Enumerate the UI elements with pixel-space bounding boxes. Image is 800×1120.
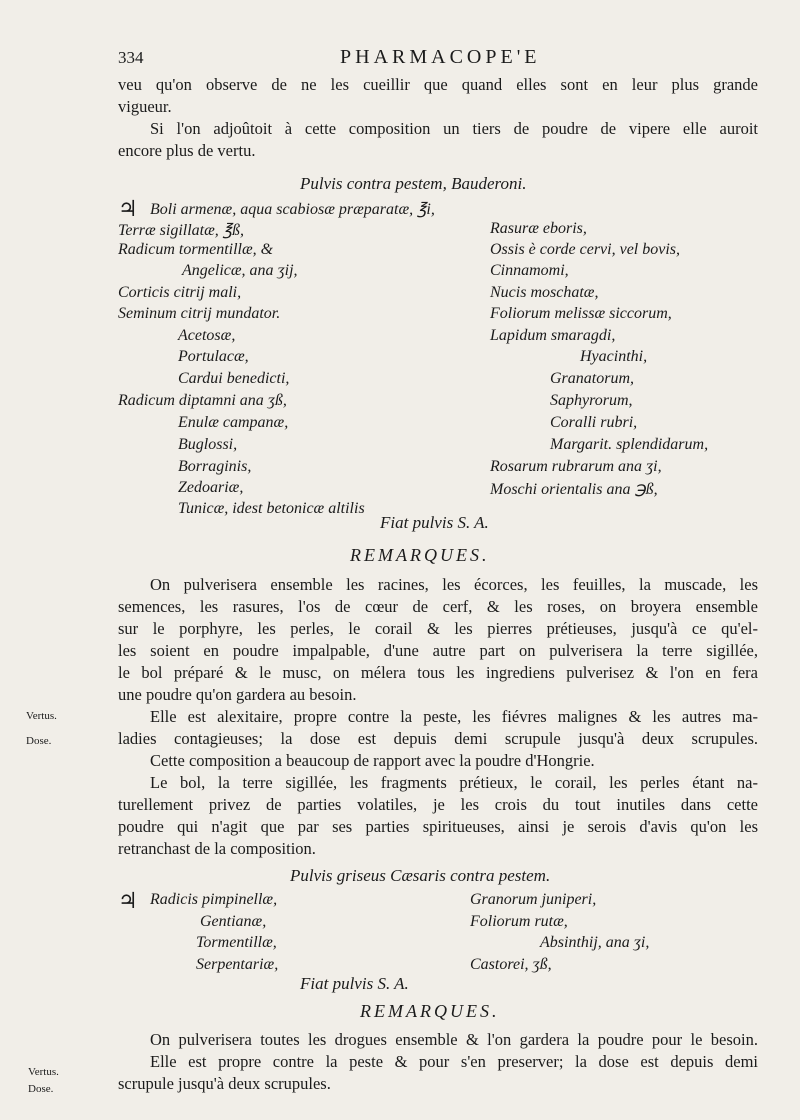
recipe-fiat: Fiat pulvis S. A.: [300, 974, 409, 993]
ingredient: Zedoariæ,: [178, 479, 244, 496]
ingredient: Serpentariæ,: [196, 956, 279, 973]
ingredient: Corticis citrij mali,: [118, 284, 242, 301]
ingredient: Cinnamomi,: [490, 262, 569, 279]
intro-line: vigueur.: [118, 97, 172, 116]
ingredient: Hyacinthi,: [580, 348, 648, 365]
ingredient: Moschi orientalis ana ℈ß,: [490, 481, 658, 498]
margin-note: Dose.: [28, 1083, 54, 1095]
page-number: 334: [118, 48, 144, 67]
intro-line: Si l'on adjoûtoit à cette composition un tiers de poudre de vipere elle auroit: [150, 119, 758, 138]
ingredient: Radicum tormentillæ, &: [118, 241, 274, 258]
text-line: On pulverisera toutes les drogues ensemble & l'on gardera la poudre pour le besoin.: [150, 1030, 758, 1049]
ingredient: Ossis è corde cervi, vel bovis,: [490, 241, 681, 258]
ingredient: Radicis pimpinellæ,: [150, 891, 278, 908]
text-line: turellement privez de parties volatiles, je les crois du tout inutiles dans cette: [118, 795, 758, 814]
recipe-title: Pulvis contra pestem, Bauderoni.: [300, 174, 527, 193]
ingredient: Seminum citrij mundator.: [118, 305, 281, 322]
ingredient: Foliorum melissæ siccorum,: [490, 305, 672, 322]
text-line: sur le porphyre, les perles, le corail & les pierres prétieuses, jusqu'à ce qu'el-: [118, 619, 758, 638]
recipe-symbol: ♃: [118, 888, 138, 913]
ingredient: Tunicæ, idest betonicæ altilis: [178, 500, 365, 517]
margin-note: Vertus.: [28, 1066, 59, 1078]
ingredient: Margarit. splendidarum,: [550, 436, 709, 453]
text-line: les soient en poudre impalpable, d'une autre part on pulverisera la terre sigillée,: [118, 641, 758, 660]
ingredient: Portulacæ,: [178, 348, 249, 365]
remarques-heading: REMARQUES.: [350, 545, 490, 565]
text-line: Elle est alexitaire, propre contre la peste, les fiévres malignes & les autres ma-: [150, 707, 758, 726]
text-line: retranchast de la composition.: [118, 839, 316, 858]
recipe-fiat: Fiat pulvis S. A.: [380, 513, 489, 532]
text-line: On pulverisera ensemble les racines, les écorces, les feuilles, la muscade, les: [150, 575, 758, 594]
intro-line: veu qu'on observe de ne les cueillir que quand elles sont en leur plus grande: [118, 75, 758, 94]
ingredient: Granorum juniperi,: [470, 891, 597, 908]
ingredient: Boli armenæ, aqua scabiosæ præparatæ, ℥i,: [150, 201, 435, 218]
margin-note: Vertus.: [26, 710, 57, 722]
ingredient: Borraginis,: [178, 458, 252, 475]
ingredient: Terræ sigillatæ, ℥ß,: [118, 222, 245, 239]
text-line: scrupule jusqu'à deux scrupules.: [118, 1074, 331, 1093]
ingredient: Enulæ campanæ,: [178, 414, 289, 431]
ingredient: Coralli rubri,: [550, 414, 638, 431]
recipe-title: Pulvis griseus Cæsaris contra pestem.: [290, 866, 551, 885]
running-head: PHARMACOPE'E: [340, 46, 541, 68]
text-line: le bol préparé & le musc, on mélera tous les ingrediens pulverisez & l'on en fera: [118, 663, 758, 682]
ingredient: Absinthij, ana ʒi,: [540, 934, 650, 951]
ingredient: Gentianæ,: [200, 913, 267, 930]
text-line: Cette composition a beaucoup de rapport avec la poudre d'Hongrie.: [150, 751, 595, 770]
ingredient: Lapidum smaragdi,: [490, 327, 616, 344]
ingredient: Nucis moschatæ,: [490, 284, 599, 301]
intro-line: encore plus de vertu.: [118, 141, 256, 160]
margin-note: Dose.: [26, 735, 52, 747]
ingredient: Buglossi,: [178, 436, 238, 453]
ingredient: Cardui benedicti,: [178, 370, 290, 387]
ingredient: Saphyrorum,: [550, 392, 633, 409]
text-line: Le bol, la terre sigillée, les fragments prétieux, le corail, les perles étant na-: [150, 773, 758, 792]
ingredient: Rosarum rubrarum ana ʒi,: [490, 458, 662, 475]
ingredient: Acetosæ,: [178, 327, 236, 344]
ingredient: Radicum diptamni ana ʒß,: [118, 392, 287, 409]
ingredient: Foliorum rutæ,: [470, 913, 568, 930]
recipe-symbol: ♃: [118, 196, 138, 221]
text-line: Elle est propre contre la peste & pour s'en preserver; la dose est depuis demi: [150, 1052, 758, 1071]
remarques-heading: REMARQUES.: [360, 1001, 500, 1021]
text-line: ladies contagieuses; la dose est depuis demi scrupule jusqu'à deux scrupules.: [118, 729, 758, 748]
ingredient: Rasuræ eboris,: [490, 220, 587, 237]
text-line: semences, les rasures, l'os de cœur de cerf, & les roses, on broyera ensemble: [118, 597, 758, 616]
ingredient: Angelicæ, ana ʒij,: [182, 262, 298, 279]
text-line: une poudre qu'on gardera au besoin.: [118, 685, 357, 704]
text-line: poudre qui n'agit que par ses parties spiritueuses, ainsi je serois d'avis qu'on les: [118, 817, 758, 836]
ingredient: Tormentillæ,: [196, 934, 277, 951]
ingredient: Granatorum,: [550, 370, 635, 387]
ingredient: Castorei, ʒß,: [470, 956, 552, 973]
